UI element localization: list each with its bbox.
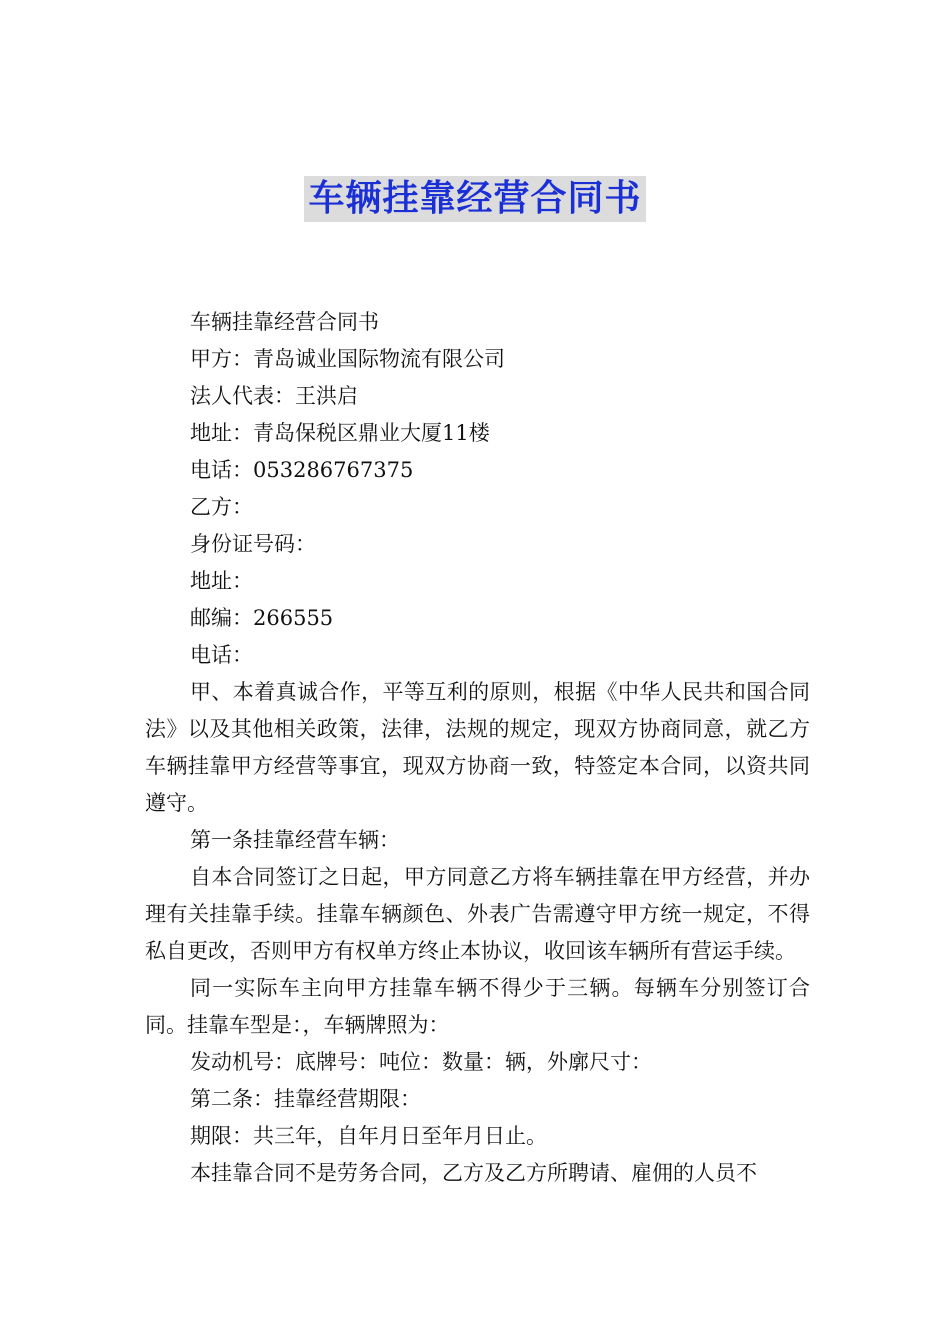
- header-line-address-b: 地址：: [190, 569, 253, 593]
- paragraph-article-1-body: 自本合同签订之日起，甲方同意乙方将车辆挂靠在甲方经营，并办理有关挂靠手续。挂靠车辆颜色、外表广告需遵守甲方统一规定，不得私自更改，否则甲方有权单方终止本协议，收回该车辆所有营运手续。: [145, 865, 810, 963]
- header-line-phone-a: 电话：053286767375: [190, 458, 414, 482]
- paragraph-article-1-heading: 第一条挂靠经营车辆：: [190, 828, 400, 852]
- paragraph-article-2-heading: 第二条：挂靠经营期限：: [190, 1087, 421, 1111]
- header-line-subtitle: 车辆挂靠经营合同书: [190, 310, 379, 334]
- header-line-postcode: 邮编：266555: [190, 606, 334, 630]
- paragraph-vehicle-specs: 发动机号：底牌号：吨位：数量：辆，外廓尺寸：: [190, 1050, 652, 1074]
- header-line-party-a: 甲方：青岛诚业国际物流有限公司: [190, 347, 505, 371]
- title-container: [0, 176, 950, 222]
- paragraph-non-labor: 本挂靠合同不是劳务合同，乙方及乙方所聘请、雇佣的人员不: [190, 1161, 757, 1185]
- header-line-address-a: 地址：青岛保税区鼎业大厦11楼: [190, 421, 490, 445]
- paragraph-preamble: 甲、本着真诚合作，平等互利的原则，根据《中华人民共和国合同法》以及其他相关政策，法律，法规的规定，现双方协商同意，就乙方车辆挂靠甲方经营等事宜，现双方协商一致，特签定本合同，以资共同遵守。: [145, 680, 810, 815]
- document-title: 车辆挂靠经营合同书: [304, 176, 645, 222]
- header-line-party-b: 乙方：: [190, 495, 253, 519]
- paragraph-term: 期限：共三年，自年月日至年月日止。: [190, 1124, 547, 1148]
- document-body: [145, 304, 810, 1192]
- header-line-legal-rep: 法人代表：王洪启: [190, 384, 358, 408]
- header-line-phone-b: 电话：: [190, 643, 253, 667]
- header-line-id-number: 身份证号码：: [190, 532, 316, 556]
- paragraph-vehicle-requirement: 同一实际车主向甲方挂靠车辆不得少于三辆。每辆车分别签订合同。挂靠车型是：，车辆牌照为：: [145, 976, 810, 1037]
